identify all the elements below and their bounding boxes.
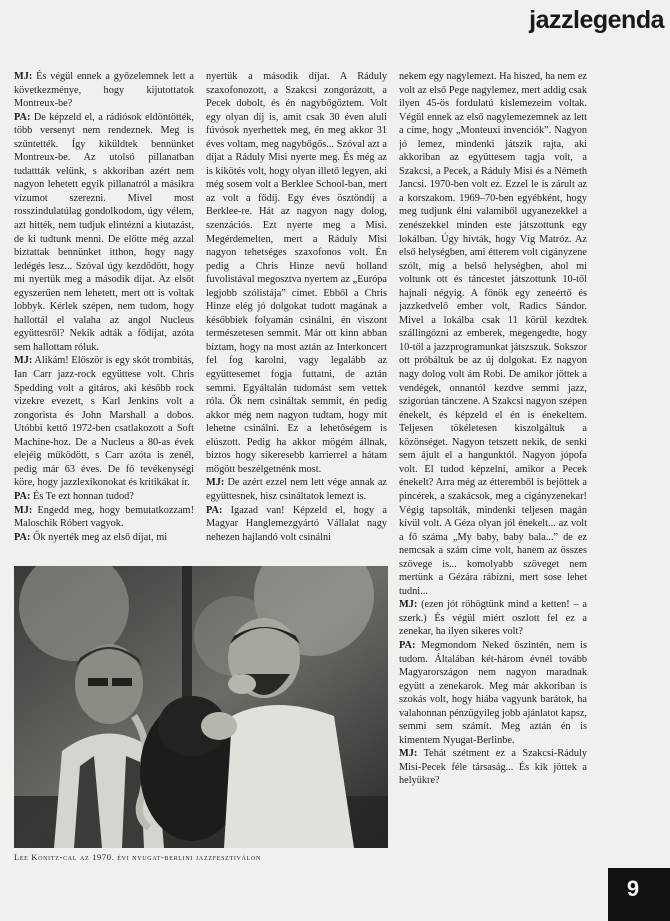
interview-paragraph [14, 354, 194, 489]
speaker-label: PA: [206, 504, 223, 516]
paragraph-text: Tehát szétment ez a Szakcsi-Ráduly Misi-Pecek féle társaság... És kik jöttek a helyükre? [399, 748, 587, 787]
paragraph-text: Megmondom Neked őszintén, nem is tudom. Általában két-három évnél tovább Magyarországon nem nagyon maradnak együtt a zenekarok. Meg már akkoriban is szokás volt, hogy hiába vagyunk barátok, ha valahonnan pénzügyileg jobb ajánlatot kapsz, semmi sem számít. Meg aztán én is kimentem Nyugat-Berlinbe. [399, 639, 587, 746]
interview-paragraph [206, 70, 387, 476]
section-title: jazzlegenda [529, 6, 664, 34]
paragraph-text: És végül ennek a győzelemnek lett a következménye, hogy kijutottatok Montreux-be? [14, 71, 194, 110]
interview-paragraph [399, 598, 587, 639]
interview-paragraph [399, 639, 587, 747]
paragraph-text: Alikám! Először is egy skót trombitás, Ian Carr jazz-rock együttese volt. Chris Spedding volt a gitáros, aki később rock vizekre evezett, s Karl Jenkins volt a zongorista és John Marshall a dobos. Utóbbi kettő 1972-ben csatlakozott a Soft Machine-hoz. De a Nucleus a 80-as évek elejéig működött, s Carr azóta is zenél, pedig már 63 éves. De fő tevékenységi köre, hogy jazzlexikonokat és kritikákat ír. [14, 355, 194, 489]
photo-caption: Lee Konitz-cal az 1970. évi nyugat-berlini jazzfesztiválon [14, 853, 262, 862]
paragraph-text: (ezen jót röhögtünk mind a ketten! – a szerk.) És végül miért oszlott fel ez a zenekar, ha ilyen sikeres volt? [399, 599, 587, 638]
speaker-label: PA: [14, 490, 31, 502]
speaker-label: PA: [14, 531, 31, 543]
paragraph-text: Ők nyerték meg az első díjat, mi [32, 531, 168, 543]
interview-paragraph [206, 476, 387, 503]
interview-paragraph [14, 531, 194, 545]
paragraph-text: És Te ezt honnan tudod? [32, 490, 134, 502]
paragraph-text: De képzeld el, a rádiósok eldöntötték, több versenyt nem rendeznek. Meg is szüntették. Így kiküldtek bennünket Montreux-be. Az utolsó pillanatban tudattták velünk, s akkoriban azért nem nagyon lehetett egyik pillanatról a másikra vízumot szerezni. Mivel most rosszindulatúlag gondolkodom, úgy vélem, azt hitték, nem tudjuk elintézni a kiutazást, de ki tudtunk menni. De előtte még azzal biztattak bennünket itthon, hogy nagy ledégés lesz... Szóval úgy kezdődött, hogy mi nyertük meg a második díjat. Az elsőt egyszerűen nem lehetett, mert ott is voltak lobbyk. Kérlek szépen, nem tudom, hogy hallottál el valaha az angol Nucleus együttesről? Nekik adták a fődíjat, azóta sem hallottam róluk. [14, 111, 194, 353]
photo-konitz-pege [14, 566, 388, 848]
paragraph-text: De azért ezzel nem lett vége annak az együttesnek, hisz csináltatok lemezt is. [206, 477, 387, 502]
interview-paragraph [14, 70, 194, 111]
speaker-label: MJ: [399, 748, 418, 760]
interview-paragraph [399, 70, 587, 598]
interview-paragraph [14, 490, 194, 504]
speaker-label: MJ: [399, 599, 418, 611]
speaker-label: MJ: [14, 71, 33, 82]
paragraph-text: Igazad van! Képzeld el, hogy a Magyar Hanglemezgyártó Vállalat nagy nehezen hajlandó volt csinálni [206, 504, 387, 543]
interview-paragraph [206, 504, 387, 545]
photo-illustration [14, 566, 388, 848]
speaker-label: MJ: [206, 477, 225, 489]
paragraph-text: nekem egy nagylemezt. Ha hiszed, ha nem ez volt az első Pege nagylemez, mert addig csak ilyen 45-ös fordulatú kislemezeim voltak. Végül ennek az első nagylemezemnek az lett a címe, hogy „Monteuxi invenciók”. Nagyon jó lemez, mindenki játszik rajta, aki akkoriban az együttesem tagja volt, a Szakcsi, a Pecek, a Ráduly Misi és a Németh Jancsi. 1970-ben volt ez. Ezzel le is zárult az a korszakom. 1969–70-ben egyébként, hogy meg tudjunk élni valamiből ugyanezekkel a zenészekkel minden este játszottunk egy lokálban. Úgy hívták, hogy Víg Matróz. Az első helységben, ami étterem volt cigányzene szólt, míg a belső helységben, ahol mi voltunk ott és táncestet játszottunk 10-től hajnali négyig. A főnök egy zeneértő és jazzkedvelő ember volt, Radics Sándor. Mivel a lokálba csak 11 körül kezdtek szállingózni az emberek, megengedte, hogy 10-től a jazzprogramunkat játszszuk. Sokszor ott próbáltuk be az új dolgokat. Ez nagyon nagy dolog volt ám Robi. De amikor jöttek a vendégek, onnantól kezdve semmi jazz, szigorúan tánczene. A Szakcsi nagyon szépen énekelt, és képzeld el én is énekeltem. Teljesen tökéletesen kiszolgáltuk a közönséget. Nagyon tetszett nekik, de senki sem ájult el a hangunktól. Nagyon jópofa volt. El tudod képzelni, amikor a Pecek énekelt? Arra még az étteremből is bejöttek a pincérek, a szakácsok, meg a cigányzenekar! Végig tapsolták, mindenki teljesen magán kívül volt. A Géza olyan jól énekelt... az volt a fő száma „My baby, baby bala...” de ez nemcsak a szám címe volt, hanem az összes szövege is... komolyabb szöveget nem mertünk a Gézára rábízni, mert sose lehet tudni... [399, 71, 587, 597]
page-number: 9 [626, 876, 640, 901]
speaker-label: MJ: [14, 504, 33, 516]
speaker-label: PA: [14, 111, 31, 123]
text-column-1 [14, 70, 194, 564]
interview-paragraph [14, 504, 194, 531]
speaker-label: PA: [399, 639, 416, 651]
header-band [0, 0, 670, 66]
text-column-2 [206, 70, 387, 564]
interview-paragraph [14, 111, 194, 355]
paragraph-text: Engedd meg, hogy bemutatkozzam! Maloschik Róbert vagyok. [14, 504, 194, 530]
paragraph-text: nyertük a második díjat. A Ráduly szaxofonozott, a Szakcsi zongorázott, a Pecek dobolt, és én nagybőgőztem. Volt egy olyan díj is, amit csak 30 éven aluli fúvósok nyerhettek meg, én meg akkor 31 éves voltam, meg nagybőgős... Szóval azt a díjat a Ráduly Misi nyerte meg. És még az is kikötés volt, hogy olyan illető legyen, aki még sosem volt a Berklee School-ban, mert az volt a fődíj. Egy éves ösztöndíj a Berklee-re. Hát az nagyon nagy dolog, szenzációs. Ezt nyerte meg a Misi. Megérdemelten, mert a Ráduly Misi nagyon tehetséges szaxofonos volt. Én pedig a Chris Hinze nevű holland fuvolistával megosztva nyertem az „Európa legjobb szólistája” címet. Ebből a Chris Hinze elég jó dolgokat tudott magának a későbbiek folyamán csinálni, én viszont természetesen semmit. Már ott kinn abban bíztam, hogy na most aztán az Interkoncert fel fog karolni, vagy legalább az együttesemet fogja futtatni, de aztán semmi. Egyáltalán tudomást sem vettek róla. Ők nem csináltak semmit, én pedig akkor még nem nagyon tudtam, hogy mit lehetne csinálni. Ez a lehetőségem is elúszott. Pedig ha akkor mögém állnak, biztos hogy sikeresebb karrierrel a hátam mögött beszélgetnénk most. [206, 71, 387, 475]
text-column-3 [399, 70, 587, 850]
interview-paragraph [399, 747, 587, 788]
speaker-label: MJ: [14, 355, 33, 367]
page-number-box [608, 868, 670, 921]
